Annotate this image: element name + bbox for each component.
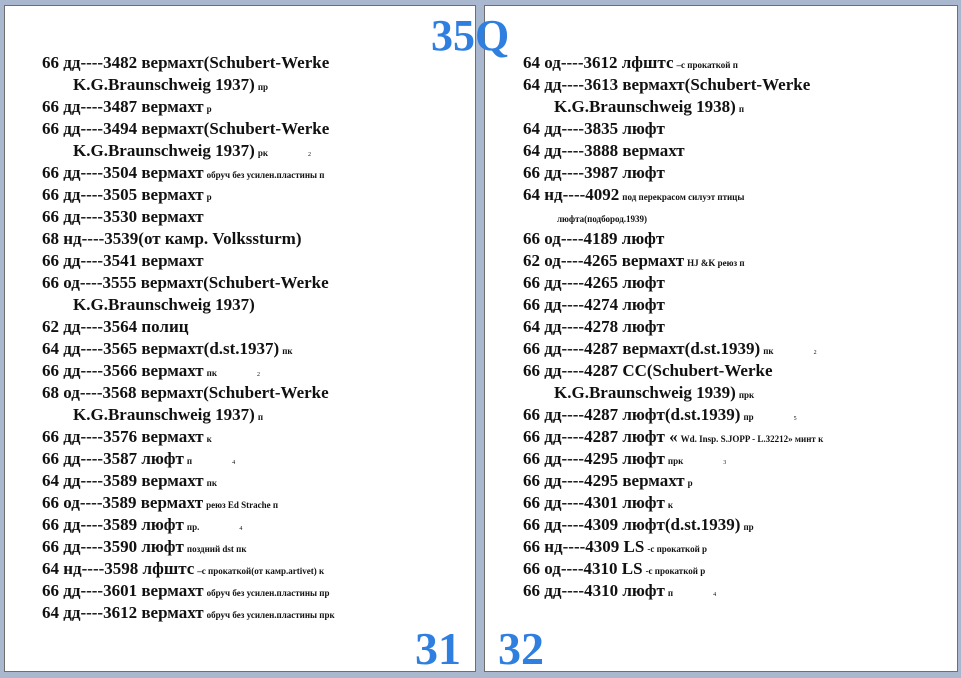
entry-text: 66 дд----3576 вермахт (42, 427, 204, 446)
entry-text: 66 дд----4287 вермахт(d.st.1939) (523, 339, 761, 358)
entry-note: Wd. Insp. S.JOPP - L.32212» минт к (680, 434, 824, 444)
entry-text: 66 нд----4309 LS (523, 537, 645, 556)
entry-text: 66 дд----4310 люфт (523, 581, 665, 600)
entry-line (523, 294, 863, 316)
entry-note: люфта(подбород.1939) (557, 214, 648, 224)
entry-text: 64 дд----3565 вермахт(d.st.1937) (42, 339, 280, 358)
catalog-stamp: 35Q (431, 11, 510, 60)
entry-text: 66 дд----3987 люфт (523, 163, 665, 182)
entry-note: –с прокаткой п (676, 60, 738, 70)
entry-text: 66 од----4310 LS (523, 559, 643, 578)
entry-line (42, 206, 375, 228)
entry-count: 4 (239, 526, 243, 532)
entry-note: пр (257, 82, 269, 92)
entry-text: 66 дд----3494 вермахт(Schubert-Werke (42, 119, 330, 138)
entry-text: K.G.Braunschweig 1937) (73, 141, 255, 160)
entry-note: пк (763, 346, 774, 356)
entry-line (42, 426, 375, 448)
entry-count: 2 (257, 372, 261, 378)
entry-line (523, 360, 863, 382)
entry-text: 64 дд----4278 люфт (523, 317, 665, 336)
entry-count: 4 (713, 592, 717, 598)
entry-line (42, 294, 375, 316)
entry-text: 68 од----3568 вермахт(Schubert-Werke (42, 383, 329, 402)
entry-line (42, 536, 375, 558)
entry-line (523, 184, 863, 206)
entry-text: 66 дд----3505 вермахт (42, 185, 204, 204)
entry-text: 62 од----4265 вермахт (523, 251, 685, 270)
entry-note: пр (743, 522, 754, 532)
entry-note: п (186, 456, 193, 466)
entry-count: 2 (813, 350, 817, 356)
entry-line (523, 228, 863, 250)
entry-note: пк (206, 368, 218, 378)
entry-text: 66 дд----3482 вермахт(Schubert-Werke (42, 53, 330, 72)
entry-text: 66 дд----3530 вермахт (42, 207, 204, 226)
entry-line (523, 52, 863, 74)
entry-note: поздний dst пк (186, 544, 247, 554)
entry-note: пк (206, 478, 218, 488)
entry-line (42, 228, 375, 250)
entry-text: 66 од----4189 люфт (523, 229, 665, 248)
entry-line (523, 338, 863, 360)
entry-line (523, 250, 863, 272)
entry-text: 66 дд----3601 вермахт (42, 581, 204, 600)
entry-text: K.G.Braunschweig 1937) (73, 405, 255, 424)
entry-text: 66 дд----4265 люфт (523, 273, 665, 292)
entry-text: 66 дд----3504 вермахт (42, 163, 204, 182)
entry-note: прк (738, 390, 755, 400)
entry-note: пр. (186, 522, 200, 532)
entry-line (42, 52, 375, 74)
entry-text: 64 дд----3835 люфт (523, 119, 665, 138)
left-page-lines (42, 52, 375, 624)
entry-text: K.G.Braunschweig 1939) (554, 383, 736, 402)
entry-count: 4 (232, 460, 236, 466)
entry-note: п (667, 588, 674, 598)
entry-text: 66 дд----3566 вермахт (42, 361, 204, 380)
entry-line (523, 206, 863, 228)
entry-count: 3 (723, 460, 727, 466)
entry-line (42, 140, 375, 162)
entry-text: K.G.Braunschweig 1937) (73, 75, 255, 94)
entry-text: 66 дд----3587 люфт (42, 449, 184, 468)
entry-text: 66 од----3555 вермахт(Schubert-Werke (42, 273, 329, 292)
entry-line (42, 514, 375, 536)
entry-note: обруч без усилен.пластины пр (206, 588, 330, 598)
entry-note: прк (667, 456, 684, 466)
entry-note: к (206, 434, 212, 444)
entry-note: HJ &K реюз п (687, 258, 745, 268)
entry-line (523, 96, 863, 118)
entry-text: 66 дд----3589 люфт (42, 515, 184, 534)
entry-text: 64 нд----3598 лфштс (42, 559, 195, 578)
entry-line (42, 492, 375, 514)
entry-note: обруч без усилен.пластины прк (206, 610, 335, 620)
entry-note: рк (257, 148, 269, 158)
entry-text: 66 дд----4287 люфт(d.st.1939) (523, 405, 741, 424)
entry-line (523, 558, 863, 580)
entry-line (523, 492, 863, 514)
entry-line (42, 162, 375, 184)
entry-note: р (206, 192, 212, 202)
entry-line (42, 272, 375, 294)
entry-text: 64 од----3612 лфштс (523, 53, 674, 72)
entry-line (42, 118, 375, 140)
entry-note: реюз Ed Strache п (206, 500, 279, 510)
entry-line (42, 448, 375, 470)
entry-line (523, 514, 863, 536)
entry-line (42, 580, 375, 602)
entry-note: к (667, 500, 674, 510)
entry-text: 64 дд----3612 вермахт (42, 603, 204, 622)
entry-count: 5 (793, 416, 797, 422)
entry-note: –с прокаткой(от камр.artivet) к (197, 566, 325, 576)
entry-line (523, 448, 863, 470)
entry-line (523, 272, 863, 294)
entry-line (42, 184, 375, 206)
entry-line (42, 338, 375, 360)
entry-note: под перекрасом силуэт птицы (622, 192, 745, 202)
entry-line (42, 602, 375, 624)
left-page (4, 5, 476, 672)
entry-line (523, 580, 863, 602)
entry-note: п (738, 104, 744, 114)
entry-note: -с прокаткой р (647, 544, 708, 554)
entry-text: 66 дд----4301 люфт (523, 493, 665, 512)
entry-line (523, 140, 863, 162)
entry-text: K.G.Braunschweig 1937) (73, 295, 255, 314)
entry-line (42, 360, 375, 382)
entry-line (523, 470, 863, 492)
entry-text: 66 дд----4287 СС(Schubert-Werke (523, 361, 773, 380)
page-number-left: 31 (415, 623, 461, 674)
entry-line (42, 96, 375, 118)
entry-note: р (206, 104, 212, 114)
entry-text: 64 нд----4092 (523, 185, 620, 204)
entry-line (523, 162, 863, 184)
entry-note: п (257, 412, 263, 422)
entry-line (523, 536, 863, 558)
entry-note: обруч без усилен.пластины п (206, 170, 325, 180)
entry-line (523, 404, 863, 426)
entry-text: 64 дд----3888 вермахт (523, 141, 685, 160)
entry-line (42, 404, 375, 426)
entry-note: -с прокаткой р (645, 566, 706, 576)
entry-text: 66 дд----4287 люфт « (523, 427, 678, 446)
entry-text: 66 дд----3541 вермахт (42, 251, 204, 270)
entry-line (523, 382, 863, 404)
entry-line (523, 316, 863, 338)
page-number-right: 32 (498, 623, 544, 674)
entry-note: пр (743, 412, 754, 422)
entry-note: р (687, 478, 693, 488)
entry-text: 66 дд----4274 люфт (523, 295, 665, 314)
entry-text: K.G.Braunschweig 1938) (554, 97, 736, 116)
entry-text: 66 дд----4309 люфт(d.st.1939) (523, 515, 741, 534)
entry-count: 2 (308, 152, 312, 158)
entry-line (42, 316, 375, 338)
entry-text: 66 дд----3590 люфт (42, 537, 184, 556)
entry-line (42, 470, 375, 492)
entry-line (42, 382, 375, 404)
entry-text: 64 дд----3613 вермахт(Schubert-Werke (523, 75, 811, 94)
entry-text: 64 дд----3589 вермахт (42, 471, 204, 490)
entry-text: 66 дд----4295 люфт (523, 449, 665, 468)
entry-line (523, 118, 863, 140)
right-page-lines (523, 52, 863, 602)
entry-text: 66 од----3589 вермахт (42, 493, 204, 512)
entry-line (523, 426, 863, 448)
entry-text: 68 нд----3539(от камр. Volkssturm) (42, 229, 302, 248)
entry-line (42, 74, 375, 96)
entry-line (42, 558, 375, 580)
entry-text: 66 дд----3487 вермахт (42, 97, 204, 116)
entry-line (523, 74, 863, 96)
right-page (484, 5, 958, 672)
entry-text: 66 дд----4295 вермахт (523, 471, 685, 490)
entry-line (42, 250, 375, 272)
entry-note: пк (282, 346, 293, 356)
entry-text: 62 дд----3564 полиц (42, 317, 189, 336)
